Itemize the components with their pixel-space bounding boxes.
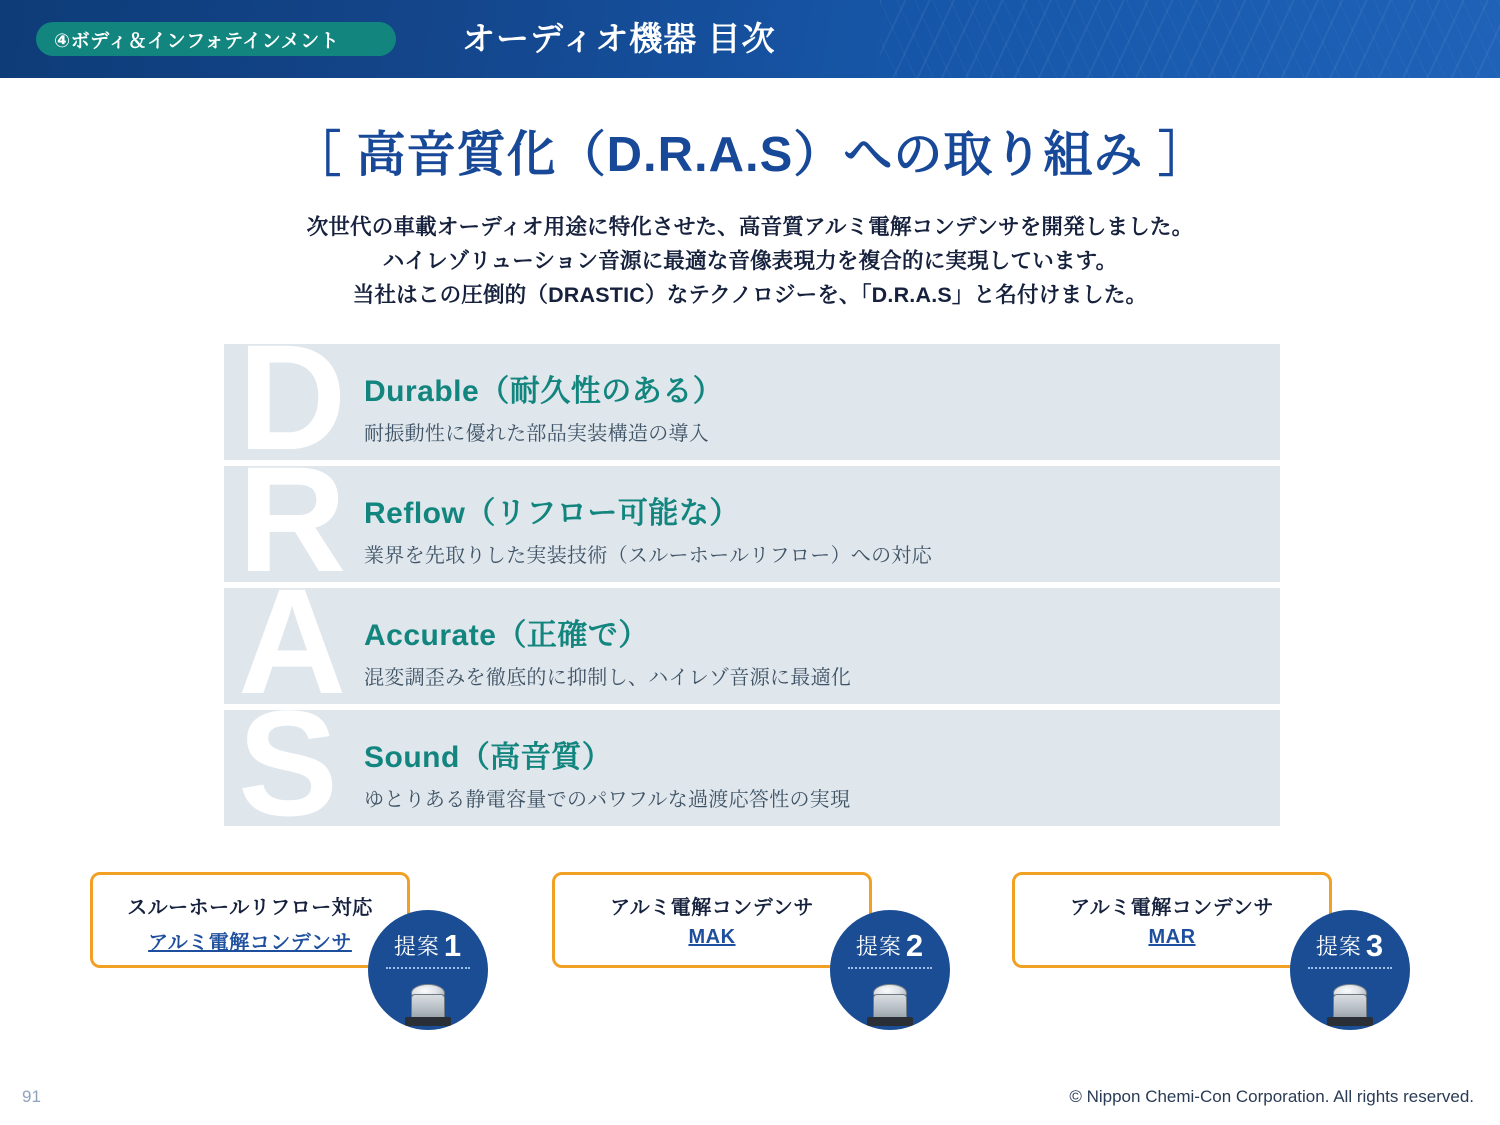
header-category-pill: ④ボディ＆インフォテインメント bbox=[36, 22, 396, 56]
lead-line-2: ハイレゾリューション音源に最適な音像表現力を複合的に実現しています。 bbox=[382, 249, 1118, 273]
proposal-card-box[interactable] bbox=[552, 872, 872, 968]
dras-list bbox=[224, 344, 1280, 826]
badge-dotted-divider bbox=[848, 967, 932, 969]
proposal-card-box[interactable] bbox=[1012, 872, 1332, 968]
proposal-card-1[interactable] bbox=[90, 872, 463, 968]
dras-heading: Durable（耐久性のある） bbox=[364, 375, 724, 408]
dras-row-body bbox=[364, 366, 723, 446]
proposal-link[interactable]: MAR bbox=[1148, 926, 1196, 948]
proposal-badge bbox=[830, 910, 950, 1030]
lead-line-3: 当社はこの圧倒的（DRASTIC）なテクノロジーを、「D.R.A.S」と名付けました。 bbox=[352, 283, 1148, 307]
proposal-link[interactable]: アルミ電解コンデンサ bbox=[148, 932, 352, 954]
dras-letter-r: R bbox=[238, 466, 347, 582]
proposal-title: アルミ電解コンデンサ bbox=[610, 897, 814, 919]
proposal-link[interactable]: MAK bbox=[688, 926, 736, 948]
proposal-card-2[interactable] bbox=[552, 872, 925, 968]
dras-row bbox=[224, 710, 1280, 826]
proposal-badge-number: 3 bbox=[1365, 928, 1385, 963]
dras-heading: Reflow（リフロー可能な） bbox=[364, 497, 740, 530]
proposal-card-3[interactable] bbox=[1012, 872, 1385, 968]
dras-heading: Sound（高音質） bbox=[364, 741, 613, 774]
proposal-title: アルミ電解コンデンサ bbox=[1070, 897, 1274, 919]
proposal-badge-number: 1 bbox=[443, 928, 463, 963]
dras-row-body bbox=[364, 732, 850, 812]
dras-letter-s: S bbox=[238, 710, 339, 826]
page-number: 91 bbox=[22, 1087, 41, 1106]
badge-dotted-divider bbox=[1308, 967, 1392, 969]
header-title: オーディオ機器 目次 bbox=[462, 20, 776, 57]
dras-row bbox=[224, 344, 1280, 460]
badge-dotted-divider bbox=[386, 967, 470, 969]
dras-row bbox=[224, 588, 1280, 704]
dras-letter-d: D bbox=[238, 344, 347, 460]
capacitor-icon bbox=[1327, 982, 1373, 1024]
proposal-badge bbox=[1290, 910, 1410, 1030]
proposal-badge-number: 2 bbox=[905, 928, 925, 963]
page-title: ［ 高音質化（D.R.A.S）への取り組み ］ bbox=[292, 128, 1208, 182]
dras-subtext: 業界を先取りした実装技術（スルーホールリフロー）への対応 bbox=[364, 545, 932, 567]
proposal-badge-label: 提案 bbox=[855, 934, 902, 959]
proposal-badge-text bbox=[368, 928, 488, 964]
capacitor-icon bbox=[405, 982, 451, 1024]
proposal-title: スルーホールリフロー対応 bbox=[127, 897, 373, 919]
dras-row-body bbox=[364, 488, 932, 568]
proposal-badge-text bbox=[830, 928, 950, 964]
dras-heading: Accurate（正確で） bbox=[364, 619, 649, 652]
lead-paragraph bbox=[0, 210, 1500, 312]
dras-letter-a: A bbox=[238, 588, 347, 704]
proposal-badge-label: 提案 bbox=[1315, 934, 1362, 959]
proposal-card-box[interactable] bbox=[90, 872, 410, 968]
proposal-badge bbox=[368, 910, 488, 1030]
proposal-badge-label: 提案 bbox=[393, 934, 440, 959]
dras-subtext: 耐振動性に優れた部品実装構造の導入 bbox=[364, 423, 710, 445]
slide-header bbox=[0, 0, 1500, 78]
dras-row-body bbox=[364, 610, 851, 690]
dras-row bbox=[224, 466, 1280, 582]
dras-subtext: 混変調歪みを徹底的に抑制し、ハイレゾ音源に最適化 bbox=[364, 667, 852, 689]
dras-subtext: ゆとりある静電容量でのパワフルな過渡応答性の実現 bbox=[364, 789, 851, 811]
copyright-notice: © Nippon Chemi-Con Corporation. All rights reserved. bbox=[1069, 1087, 1474, 1106]
capacitor-icon bbox=[867, 982, 913, 1024]
proposal-card-group bbox=[0, 872, 1500, 1052]
lead-line-1: 次世代の車載オーディオ用途に特化させた、高音質アルミ電解コンデンサを開発しました。 bbox=[306, 215, 1194, 239]
proposal-badge-text bbox=[1290, 928, 1410, 964]
